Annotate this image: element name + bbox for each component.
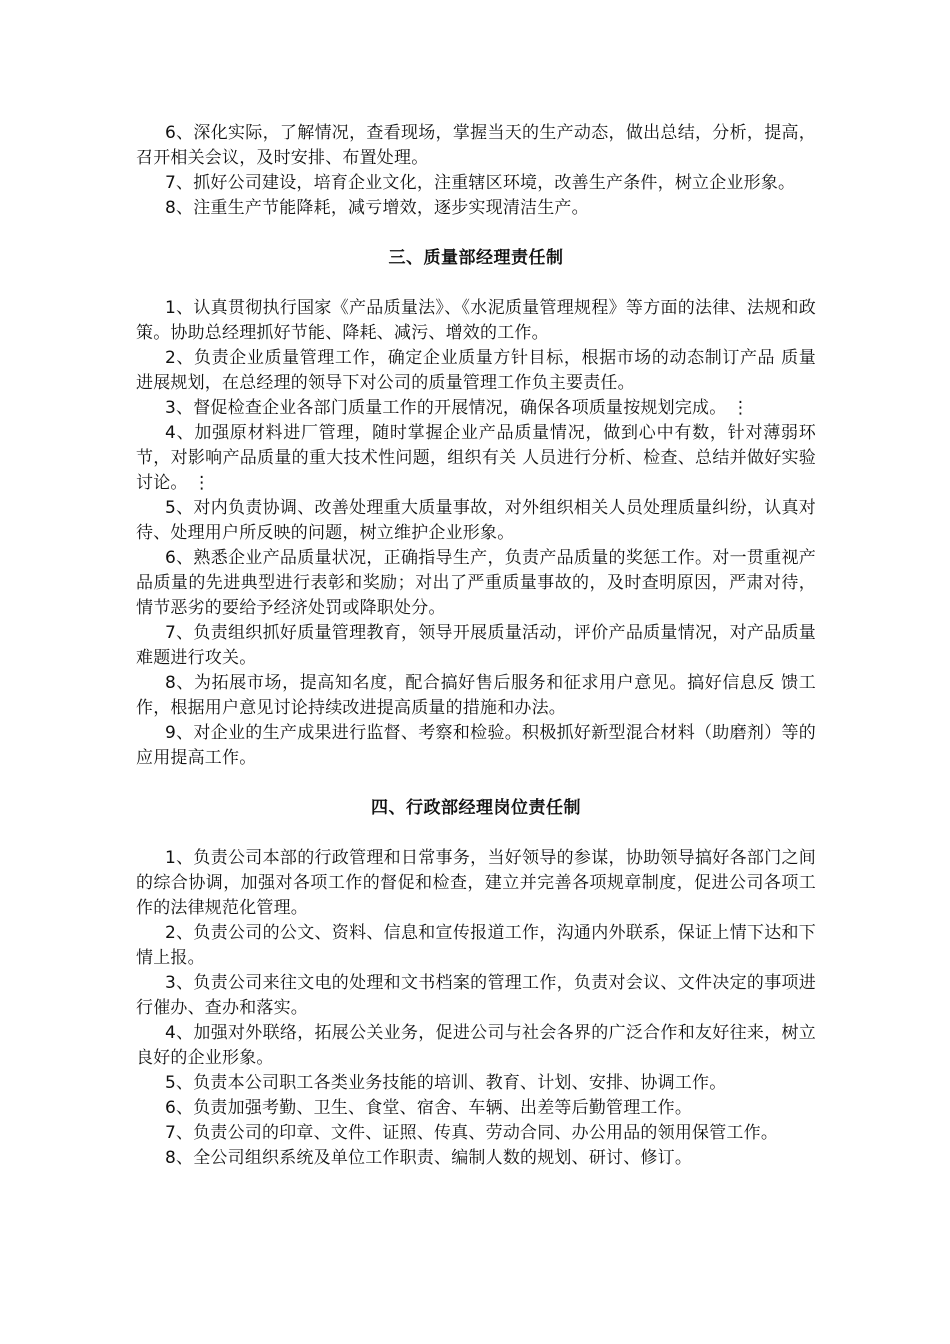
paragraph: 9、对企业的生产成果进行监督、考察和检验。积极抓好新型混合材料（助磨剂）等的应用提高工作。: [136, 723, 816, 768]
paragraph: 8、注重生产节能降耗，减亏增效，逐步实现清洁生产。: [165, 198, 589, 218]
paragraph: 6、深化实际，了解情况，查看现场，掌握当天的生产动态，做出总结，分析，提高，召开相关会议，及时安排、布置处理。: [136, 123, 816, 168]
document-page: [136, 121, 816, 1171]
paragraph: 2、负责公司的公文、资料、信息和宣传报道工作，沟通内外联系，保证上情下达和下情上报。: [136, 923, 816, 968]
paragraph: 1、认真贯彻执行国家《产品质量法》、《水泥质量管理规程》等方面的法律、法规和政策。协助总经理抓好节能、降耗、减污、增效的工作。: [136, 298, 816, 343]
paragraph: 7、负责公司的印章、文件、证照、传真、劳动合同、办公用品的领用保管工作。: [165, 1123, 779, 1143]
paragraph: 4、加强原材料进厂管理，随时掌握企业产品质量情况，做到心中有数，针对薄弱环节，对影响产品质量的重大技术性问题，组织有关 人员进行分析、检查、总结并做好实验讨论。 ⋮: [136, 423, 816, 493]
paragraph: 5、对内负责协调、改善处理重大质量事故，对外组织相关人员处理质量纠纷，认真对待、处理用户所反映的问题，树立维护企业形象。: [136, 498, 816, 543]
paragraph: 5、负责本公司职工各类业务技能的培训、教育、计划、安排、协调工作。: [165, 1073, 727, 1093]
section-heading-quality: 三、质量部经理责任制: [388, 248, 564, 268]
paragraph: 6、熟悉企业产品质量状况，正确指导生产，负责产品质量的奖惩工作。对一贯重视产品质量的先进典型进行表彰和奖励；对出了严重质量事故的，及时查明原因，严肃对待，情节恶劣的要给予经济处罚或降职处分。: [136, 548, 816, 618]
paragraph: 2、负责企业质量管理工作，确定企业质量方针目标，根据市场的动态制订产品 质量进展规划，在总经理的领导下对公司的质量管理工作负主要责任。: [136, 348, 816, 393]
paragraph: 8、为拓展市场，提高知名度，配合搞好售后服务和征求用户意见。搞好信息反 馈工作，根据用户意见讨论持续改进提高质量的措施和办法。: [136, 673, 816, 718]
paragraph: 3、负责公司来往文电的处理和文书档案的管理工作，负责对会议、文件决定的事项进行催办、查办和落实。: [136, 973, 816, 1018]
paragraph: 7、负责组织抓好质量管理教育，领导开展质量活动，评价产品质量情况，对产品质量难题进行攻关。: [136, 623, 816, 668]
paragraph: 4、加强对外联络，拓展公关业务，促进公司与社会各界的广泛合作和友好往来，树立良好的企业形象。: [136, 1023, 816, 1068]
paragraph: 8、全公司组织系统及单位工作职责、编制人数的规划、研讨、修订。: [165, 1148, 693, 1168]
paragraph: 3、督促检查企业各部门质量工作的开展情况，确保各项质量按规划完成。 ⋮: [165, 398, 750, 418]
paragraph: 7、抓好公司建设，培育企业文化，注重辖区环境，改善生产条件，树立企业形象。: [165, 173, 796, 193]
paragraph: 6、负责加强考勤、卫生、食堂、宿舍、车辆、出差等后勤管理工作。: [165, 1098, 693, 1118]
paragraph: 1、负责公司本部的行政管理和日常事务，当好领导的参谋，协助领导搞好各部门之间的综合协调，加强对各项工作的督促和检查，建立并完善各项规章制度，促进公司各项工作的法律规范化管理。: [136, 848, 816, 918]
section-heading-admin: 四、行政部经理岗位责任制: [371, 798, 581, 818]
